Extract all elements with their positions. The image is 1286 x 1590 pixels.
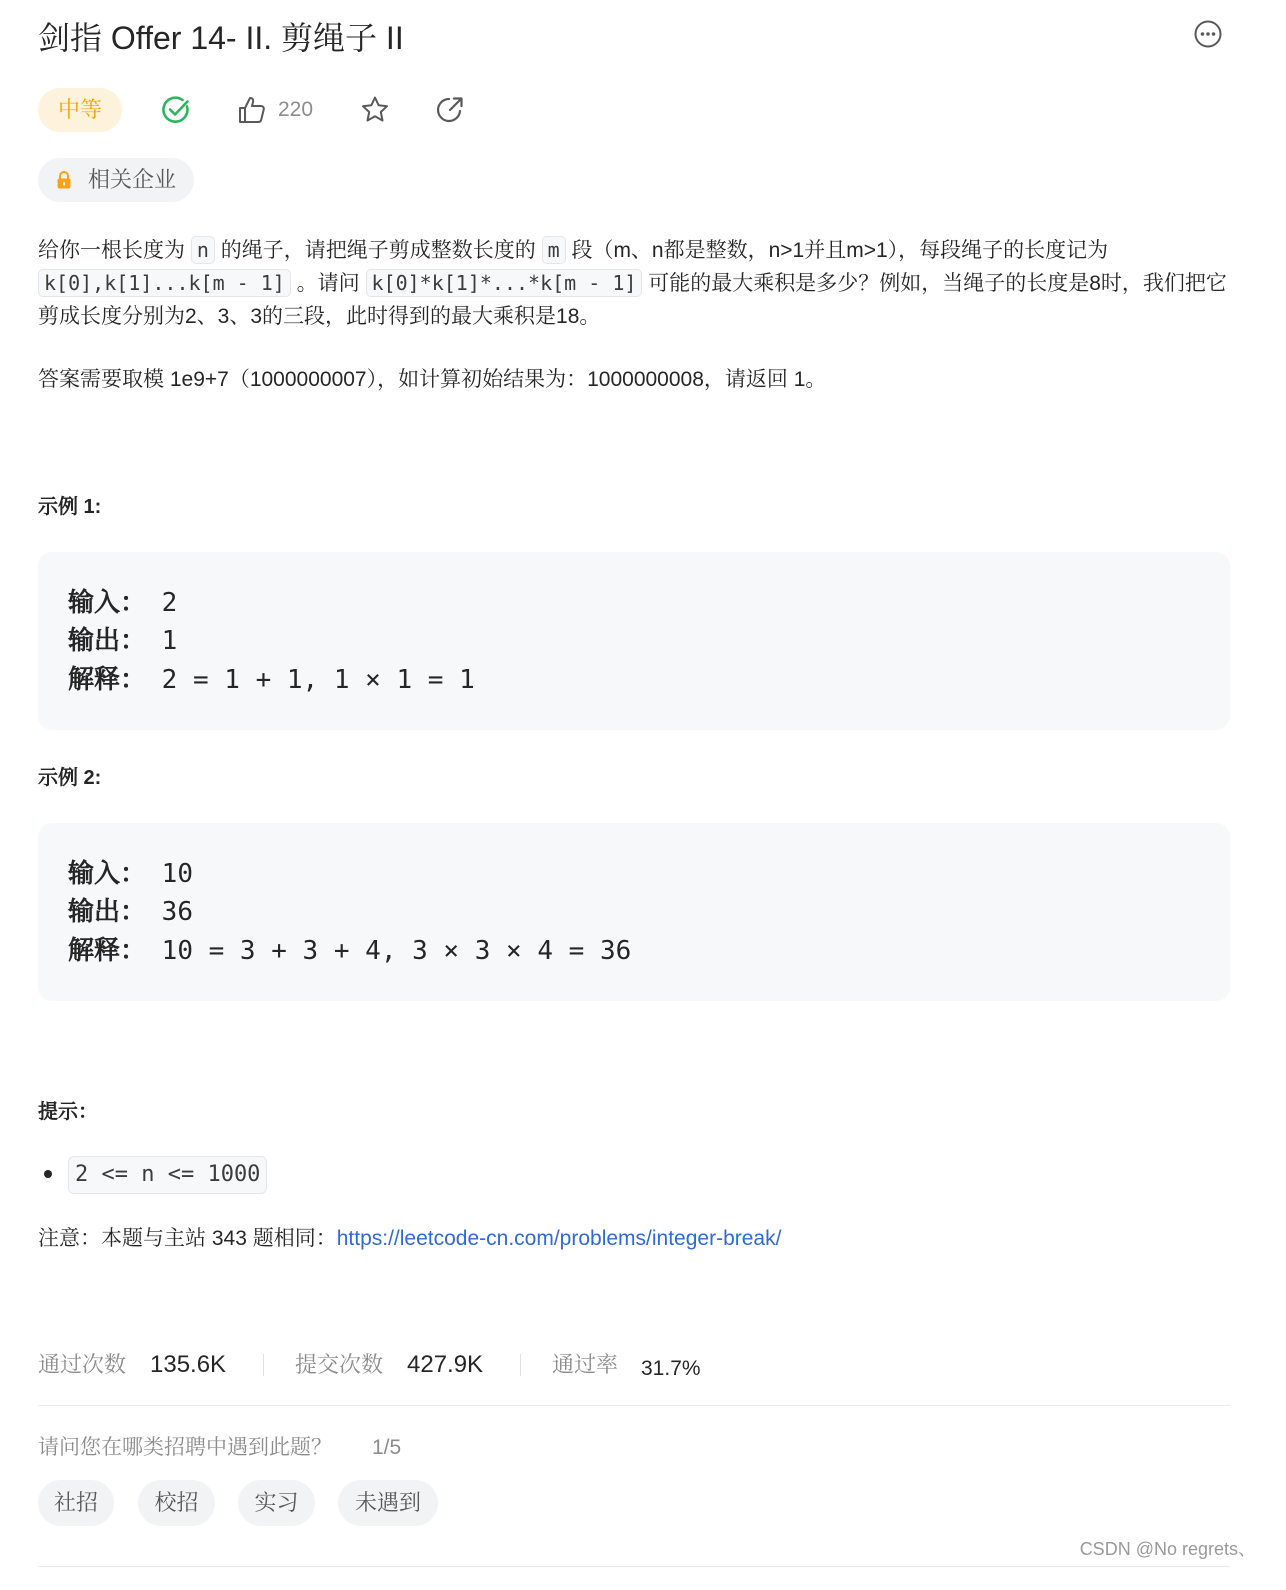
favorite-button[interactable] — [359, 94, 391, 126]
desc-text: 给你一根长度为 — [38, 239, 191, 262]
share-button[interactable] — [434, 94, 466, 126]
difficulty-badge: 中等 — [38, 88, 122, 132]
section-divider — [38, 1405, 1230, 1406]
survey-question: 请问您在哪类招聘中遇到此题？ — [38, 1436, 332, 1459]
explain-label: 解释： — [68, 665, 147, 695]
desc-text: 可能的最大乘积是多少？例如，当绳子的长度是8时，我们把它剪成长度分别为2、3、3的三段，此时得到的最大乘积是18。 — [38, 272, 1227, 328]
related-companies-button[interactable] — [38, 158, 194, 202]
inline-code: n — [191, 236, 215, 264]
star-icon — [359, 94, 391, 126]
thumbs-up-icon — [236, 94, 268, 126]
survey-option-campus[interactable]: 校招 — [138, 1480, 215, 1526]
example-1-label: 示例 1: — [38, 496, 102, 518]
submissions-value: 427.9K — [407, 1351, 484, 1378]
example-output — [68, 622, 177, 660]
share-icon — [434, 94, 466, 126]
stats-divider — [520, 1354, 521, 1376]
submissions-label: 提交次数 — [295, 1352, 384, 1377]
acceptance-rate-value: 31.7% — [641, 1357, 701, 1380]
example-1-block — [38, 552, 1230, 730]
output-label: 输出： — [68, 626, 147, 656]
check-circle-icon — [160, 94, 192, 126]
input-label: 输入： — [68, 859, 147, 889]
explain-value: 2 = 1 + 1, 1 × 1 = 1 — [146, 665, 475, 695]
output-value: 1 — [146, 626, 178, 656]
bullet-icon — [44, 1170, 52, 1178]
desc-text: 。请问 — [290, 272, 366, 295]
like-button[interactable] — [236, 94, 268, 126]
accepted-label: 通过次数 — [38, 1352, 127, 1377]
example-explanation — [68, 932, 631, 970]
description-paragraph — [38, 234, 1230, 333]
survey-option-intern[interactable]: 实习 — [238, 1480, 315, 1526]
example-explanation — [68, 661, 475, 699]
problem-title: 剑指 Offer 14- II. 剪绳子 II — [38, 20, 404, 56]
acceptance-rate-label: 通过率 — [552, 1352, 619, 1377]
csdn-watermark: CSDN @No regrets、 — [1079, 1539, 1256, 1559]
input-label: 输入： — [68, 588, 147, 618]
explain-value: 10 = 3 + 3 + 4, 3 × 3 × 4 = 36 — [146, 936, 632, 966]
survey-option-social[interactable]: 社招 — [38, 1480, 114, 1526]
solved-status — [160, 94, 192, 126]
title-row — [38, 14, 1230, 64]
description-paragraph: 答案需要取模 1e9+7（1000000007），如计算初始结果为：1000000008，请返回 1。 — [38, 368, 827, 391]
inline-code: k[0]*k[1]*...*k[m - 1] — [366, 269, 643, 297]
meta-row — [38, 86, 738, 132]
related-companies-label: 相关企业 — [88, 167, 177, 192]
lock-icon — [54, 170, 74, 190]
like-count: 220 — [278, 98, 314, 121]
integer-break-link[interactable]: https://leetcode-cn.com/problems/integer-break/ — [336, 1227, 782, 1250]
accepted-value: 135.6K — [150, 1351, 227, 1378]
survey-options — [38, 1480, 638, 1526]
output-value: 36 — [146, 897, 193, 927]
example-input — [68, 855, 193, 893]
note-text: 注意：本题与主站 343 题相同： — [38, 1227, 337, 1250]
example-output — [68, 893, 193, 931]
desc-text: 的绳子，请把绳子剪成整数长度的 — [214, 239, 542, 262]
survey-progress: 1/5 — [372, 1436, 402, 1459]
stats-divider — [263, 1354, 264, 1376]
inline-code: m — [542, 236, 566, 264]
survey-option-not-met[interactable]: 未遇到 — [338, 1480, 438, 1526]
output-label: 输出： — [68, 897, 147, 927]
hint-code: 2 <= n <= 1000 — [68, 1156, 267, 1194]
hints-label: 提示： — [38, 1101, 98, 1123]
example-input — [68, 584, 177, 622]
input-value: 10 — [146, 859, 193, 889]
example-2-label: 示例 2: — [38, 767, 102, 789]
note — [38, 1224, 781, 1254]
more-icon — [1194, 20, 1222, 48]
problem-description — [38, 234, 1230, 396]
stats-row — [38, 1346, 838, 1386]
example-2-block — [38, 823, 1230, 1001]
explain-label: 解释： — [68, 936, 147, 966]
desc-text: 段（m、n都是整数，n>1并且m>1），每段绳子的长度记为 — [565, 239, 1109, 262]
more-options-button[interactable] — [1194, 20, 1222, 48]
inline-code: k[0],k[1]...k[m - 1] — [38, 269, 291, 297]
bottom-divider — [38, 1566, 1230, 1567]
input-value: 2 — [146, 588, 178, 618]
